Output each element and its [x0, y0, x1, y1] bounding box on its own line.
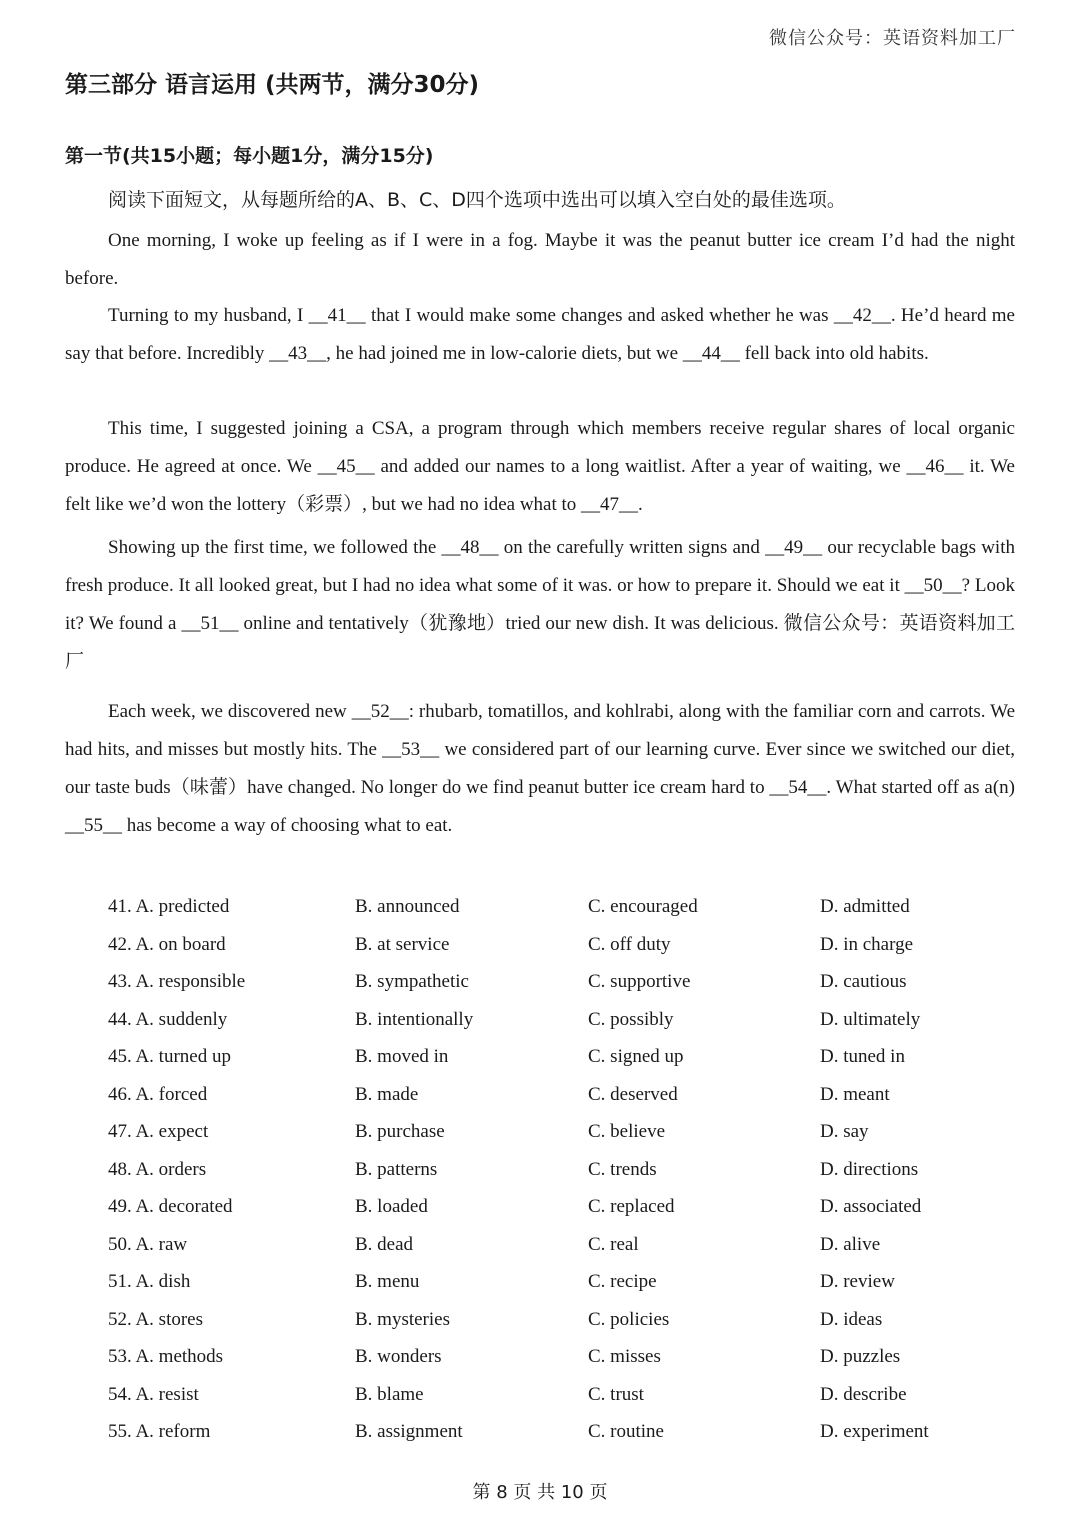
passage-paragraph-1 — [65, 222, 1015, 298]
option-d: D. ultimately — [820, 1008, 921, 1030]
question-row — [108, 1338, 1008, 1376]
option-a: 49. A. decorated — [108, 1196, 233, 1217]
option-b: B. at service — [355, 933, 450, 955]
option-c: C. possibly — [588, 1008, 674, 1030]
option-b: B. mysteries — [355, 1308, 450, 1330]
option-c: C. deserved — [588, 1083, 678, 1105]
option-d: D. review — [820, 1271, 895, 1292]
option-b: B. sympathetic — [355, 971, 469, 992]
question-row — [108, 1376, 1008, 1414]
option-a: 55. A. reform — [108, 1421, 211, 1442]
option-b: B. announced — [355, 896, 460, 917]
paragraph-text: This time, I suggested joining a CSA, a program through which members receive regular shares of local organic produce. He agreed at once. We __45__ and added our names to a long waitlist. After a year of waiting, we __46__ it. We felt like we’d won the lottery（彩票）, but we had no idea what to __47__. — [65, 418, 1015, 515]
option-b: B. wonders — [355, 1346, 442, 1367]
option-b: B. loaded — [355, 1196, 428, 1217]
option-c: C. real — [588, 1233, 639, 1255]
option-b: B. dead — [355, 1233, 414, 1255]
option-b: B. intentionally — [355, 1008, 474, 1030]
option-a: 41. A. predicted — [108, 896, 230, 917]
paragraph-text: Turning to my husband, I __41__ that I would make some changes and asked whether he was __42__. He’d heard me say that before. Incredibly __43__, he had joined me in low-calorie diets, but we __44__ fell back into old habits. — [65, 305, 1015, 364]
option-c: C. off duty — [588, 933, 671, 955]
option-d: D. experiment — [820, 1421, 929, 1442]
question-row — [108, 926, 1008, 964]
question-row — [108, 1038, 1008, 1076]
option-c: C. routine — [588, 1421, 664, 1442]
paragraph-text: Each week, we discovered new __52__: rhubarb, tomatillos, and kohlrabi, along with the familiar corn and carrots. We had hits, and misses but mostly hits. The __53__ we considered part of our learning curve. Ever since we switched our diet, our taste buds（味蕾）have changed. No longer do we find peanut butter ice cream hard to __54__. What started off as a(n) __55__ has become a way of choosing what to eat. — [65, 701, 1015, 836]
paragraph-text: One morning, I woke up feeling as if I were in a fog. Maybe it was the peanut butter ice cream I’d had the night before. — [65, 230, 1015, 289]
option-d: D. directions — [820, 1158, 919, 1180]
option-d: D. ideas — [820, 1308, 883, 1330]
option-b: B. moved in — [355, 1046, 449, 1067]
watermark-text: 微信公众号：英语资料加工厂 — [769, 28, 1016, 49]
option-c: C. recipe — [588, 1271, 657, 1292]
passage-paragraph-4 — [65, 529, 1015, 681]
question-row — [108, 1413, 1008, 1451]
question-options — [108, 888, 1008, 1451]
option-b: B. menu — [355, 1271, 420, 1292]
question-row — [108, 1188, 1008, 1226]
option-c: C. trust — [588, 1383, 644, 1405]
option-a: 53. A. methods — [108, 1346, 224, 1367]
option-d: D. admitted — [820, 896, 910, 917]
paragraph-text: Showing up the first time, we followed the __48__ on the carefully written signs and __49__ our recyclable bags with fresh produce. It all looked great, but I had no idea what some of it was. or how to prepare it. Should we eat it __50__? Look it? We found a __51__ online and tentatively（犹豫地）tried our new dish. It was delicious. 微信公众号：英语资料加工厂 — [65, 537, 1015, 672]
option-d: D. puzzles — [820, 1346, 901, 1367]
passage-paragraph-3 — [65, 410, 1015, 524]
option-c: C. supportive — [588, 971, 691, 992]
option-c: C. misses — [588, 1346, 661, 1367]
option-a: 42. A. on board — [108, 933, 226, 955]
option-c: C. replaced — [588, 1196, 675, 1217]
question-row — [108, 888, 1008, 926]
option-c: C. encouraged — [588, 896, 698, 917]
question-row — [108, 1226, 1008, 1264]
option-b: B. purchase — [355, 1121, 445, 1142]
question-row — [108, 963, 1008, 1001]
option-a: 47. A. expect — [108, 1121, 209, 1142]
option-c: C. trends — [588, 1158, 657, 1180]
question-row — [108, 1113, 1008, 1151]
option-d: D. in charge — [820, 933, 914, 955]
question-row — [108, 1151, 1008, 1189]
option-d: D. describe — [820, 1383, 907, 1405]
option-a: 52. A. stores — [108, 1308, 203, 1330]
option-a: 54. A. resist — [108, 1383, 199, 1405]
option-a: 51. A. dish — [108, 1271, 191, 1292]
option-c: C. policies — [588, 1308, 670, 1330]
passage-paragraph-5 — [65, 693, 1015, 845]
page-number: 第 8 页 共 10 页 — [472, 1482, 608, 1503]
option-d: D. alive — [820, 1233, 881, 1255]
option-b: B. blame — [355, 1383, 424, 1405]
question-row — [108, 1263, 1008, 1301]
option-a: 45. A. turned up — [108, 1046, 231, 1067]
option-b: B. made — [355, 1083, 419, 1105]
option-d: D. cautious — [820, 971, 907, 992]
option-b: B. assignment — [355, 1421, 463, 1442]
option-a: 43. A. responsible — [108, 971, 246, 992]
option-a: 50. A. raw — [108, 1233, 188, 1255]
option-b: B. patterns — [355, 1158, 438, 1180]
option-d: D. meant — [820, 1083, 890, 1105]
option-d: D. associated — [820, 1196, 922, 1217]
option-a: 48. A. orders — [108, 1158, 207, 1180]
option-d: D. tuned in — [820, 1046, 905, 1067]
question-row — [108, 1001, 1008, 1039]
instruction-text: 阅读下面短文，从每题所给的A、B、C、D四个选项中选出可以填入空白处的最佳选项。 — [108, 189, 846, 211]
question-row — [108, 1076, 1008, 1114]
option-a: 46. A. forced — [108, 1083, 208, 1105]
option-d: D. say — [820, 1121, 869, 1142]
passage-paragraph-2 — [65, 297, 1015, 373]
option-c: C. signed up — [588, 1046, 684, 1067]
option-c: C. believe — [588, 1121, 666, 1142]
option-a: 44. A. suddenly — [108, 1008, 228, 1030]
section-title: 第一节(共15小题；每小题1分，满分15分) — [65, 145, 434, 167]
part-title: 第三部分 语言运用 (共两节，满分30分) — [65, 72, 480, 98]
question-row — [108, 1301, 1008, 1339]
